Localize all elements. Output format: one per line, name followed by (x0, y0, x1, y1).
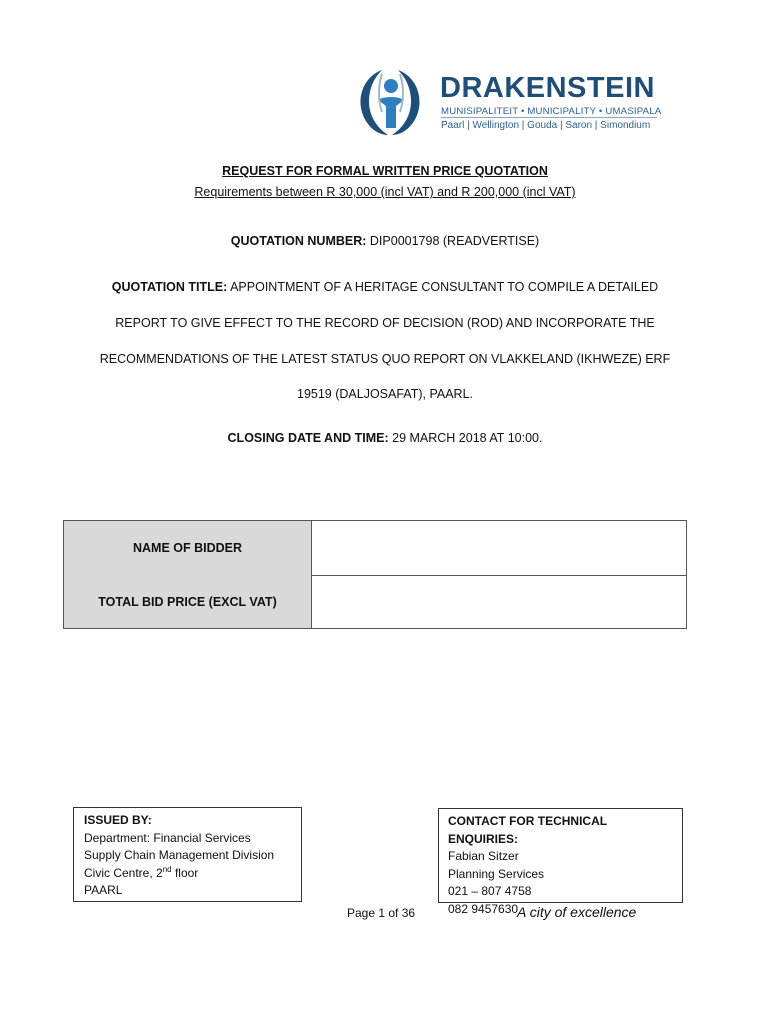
quotation-number (0, 234, 770, 248)
logo-towns: Paarl | Wellington | Gouda | Saron | Simondium (441, 120, 651, 131)
location-sup: nd (162, 864, 172, 874)
issued-by-department: Department: Financial Services (84, 830, 251, 845)
bidder-name-label: NAME OF BIDDER (64, 521, 312, 575)
bidder-table (63, 520, 687, 629)
logo-divider (441, 117, 657, 118)
document-title: REQUEST FOR FORMAL WRITTEN PRICE QUOTATION (222, 164, 548, 178)
quotation-number-label: QUOTATION NUMBER: (230, 234, 367, 248)
bid-price-row (64, 575, 686, 628)
quotation-number-value: DIP0001798 (READVERTISE) (369, 234, 540, 248)
contact-phone-2: 082 9457630 (448, 901, 519, 916)
tagline: A city of excellence (517, 904, 637, 920)
bidder-name-field[interactable] (312, 521, 686, 575)
requirements-line: Requirements between R 30,000 (incl VAT) and R 200,000 (incl VAT) (194, 185, 576, 199)
quotation-title-text-1: APPOINTMENT OF A HERITAGE CONSULTANT TO COMPILE A DETAILED (230, 280, 659, 294)
contact-department: Planning Services (448, 866, 545, 881)
quotation-title-line-4: 19519 (DALJOSAFAT), PAARL. (297, 387, 473, 401)
drakenstein-emblem-icon (352, 66, 430, 136)
logo-subtitle: MUNISIPALITEIT • MUNICIPALITY • UMASIPALA (441, 106, 662, 117)
quotation-title-line-2: REPORT TO GIVE EFFECT TO THE RECORD OF DECISION (ROD) AND INCORPORATE THE (115, 316, 655, 330)
issued-by-location (84, 865, 291, 883)
quotation-title-label: QUOTATION TITLE: (111, 280, 228, 294)
contact-name: Fabian Sitzer (448, 849, 519, 863)
bid-price-field[interactable] (312, 575, 686, 628)
issued-by-city: PAARL (84, 883, 123, 897)
bidder-name-row (64, 521, 686, 576)
drakenstein-logo (352, 66, 662, 136)
bid-price-label: TOTAL BID PRICE (EXCL VAT) (64, 575, 312, 628)
page-number: Page 1 of 36 (347, 906, 416, 920)
quotation-title-line-1 (0, 280, 770, 294)
closing-date (0, 431, 770, 445)
issued-by-box (73, 807, 302, 902)
contact-heading: CONTACT FOR TECHNICAL ENQUIRIES: (448, 814, 607, 846)
issued-by-heading: ISSUED BY: (84, 813, 152, 827)
quotation-title-line-3: RECOMMENDATIONS OF THE LATEST STATUS QUO REPORT ON VLAKKELAND (IKHWEZE) ERF (99, 352, 671, 366)
closing-date-label: CLOSING DATE AND TIME: (227, 431, 389, 445)
logo-name: DRAKENSTEIN (440, 72, 655, 104)
closing-date-value: 29 MARCH 2018 AT 10:00. (392, 431, 543, 445)
issued-by-division: Supply Chain Management Division (84, 848, 275, 862)
location-prefix: Civic Centre, 2 (84, 865, 163, 880)
location-suffix: floor (171, 865, 199, 880)
contact-phone-1: 021 – 807 4758 (448, 884, 532, 898)
